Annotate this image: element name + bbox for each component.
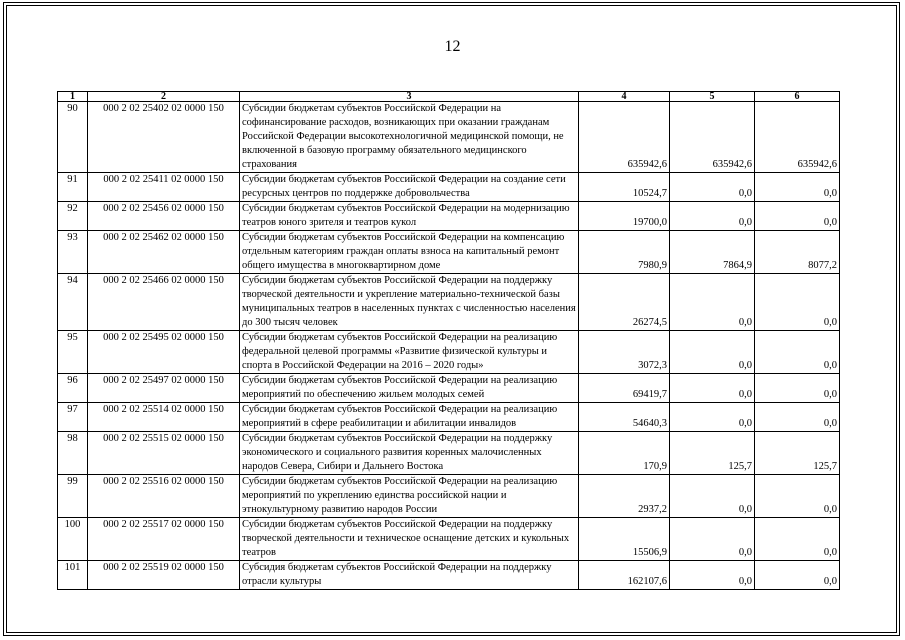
amount-col-4: 15506,9 — [579, 518, 670, 561]
budget-code: 000 2 02 25517 02 0000 150 — [88, 518, 240, 561]
table-row — [58, 331, 840, 374]
row-number: 96 — [58, 374, 88, 403]
budget-code: 000 2 02 25402 02 0000 150 — [88, 102, 240, 173]
table-row — [58, 173, 840, 202]
amount-col-4: 10524,7 — [579, 173, 670, 202]
amount-col-6: 0,0 — [755, 331, 840, 374]
row-number: 91 — [58, 173, 88, 202]
row-number: 98 — [58, 432, 88, 475]
amount-col-6: 635942,6 — [755, 102, 840, 173]
amount-col-4: 19700,0 — [579, 202, 670, 231]
amount-col-5: 0,0 — [670, 475, 755, 518]
amount-col-5: 125,7 — [670, 432, 755, 475]
amount-col-5: 0,0 — [670, 403, 755, 432]
amount-col-6: 8077,2 — [755, 231, 840, 274]
table-body — [58, 102, 840, 590]
row-number: 101 — [58, 561, 88, 590]
table-row — [58, 102, 840, 173]
table-row — [58, 561, 840, 590]
amount-col-6: 125,7 — [755, 432, 840, 475]
column-header: 3 — [240, 92, 579, 102]
budget-code: 000 2 02 25495 02 0000 150 — [88, 331, 240, 374]
budget-code: 000 2 02 25466 02 0000 150 — [88, 274, 240, 331]
amount-col-5: 0,0 — [670, 202, 755, 231]
budget-code: 000 2 02 25516 02 0000 150 — [88, 475, 240, 518]
table-row — [58, 274, 840, 331]
table-row — [58, 374, 840, 403]
column-header: 4 — [579, 92, 670, 102]
amount-col-4: 170,9 — [579, 432, 670, 475]
amount-col-4: 69419,7 — [579, 374, 670, 403]
column-header: 5 — [670, 92, 755, 102]
amount-col-4: 54640,3 — [579, 403, 670, 432]
amount-col-5: 0,0 — [670, 518, 755, 561]
item-name: Субсидии бюджетам субъектов Российской Федерации на поддержку творческой деятельности и укрепление материально-технической базы муниципальных театров в населенных пунктах с численностью населения до 300 тысяч человек — [240, 274, 579, 331]
table-row — [58, 432, 840, 475]
amount-col-4: 7980,9 — [579, 231, 670, 274]
item-name: Субсидии бюджетам субъектов Российской Федерации на реализацию мероприятий по укреплению единства российской нации и этнокультурному развитию народов России — [240, 475, 579, 518]
row-number: 95 — [58, 331, 88, 374]
item-name: Субсидии бюджетам субъектов Российской Федерации на создание сети ресурсных центров по поддержке добровольчества — [240, 173, 579, 202]
budget-code: 000 2 02 25497 02 0000 150 — [88, 374, 240, 403]
amount-col-4: 2937,2 — [579, 475, 670, 518]
row-number: 93 — [58, 231, 88, 274]
amount-col-5: 0,0 — [670, 274, 755, 331]
amount-col-5: 0,0 — [670, 173, 755, 202]
row-number: 92 — [58, 202, 88, 231]
amount-col-5: 0,0 — [670, 561, 755, 590]
item-name: Субсидии бюджетам субъектов Российской Федерации на реализацию федеральной целевой программы «Развитие физической культуры и спорта в Российской Федерации на 2016 – 2020 годы» — [240, 331, 579, 374]
amount-col-6: 0,0 — [755, 561, 840, 590]
amount-col-5: 0,0 — [670, 331, 755, 374]
amount-col-5: 7864,9 — [670, 231, 755, 274]
item-name: Субсидии бюджетам субъектов Российской Федерации на поддержку экономического и социального развития коренных малочисленных народов Севера, Сибири и Дальнего Востока — [240, 432, 579, 475]
item-name: Субсидия бюджетам субъектов Российской Федерации на поддержку отрасли культуры — [240, 561, 579, 590]
table-row — [58, 475, 840, 518]
column-header: 6 — [755, 92, 840, 102]
budget-code: 000 2 02 25462 02 0000 150 — [88, 231, 240, 274]
amount-col-4: 3072,3 — [579, 331, 670, 374]
amount-col-6: 0,0 — [755, 374, 840, 403]
amount-col-6: 0,0 — [755, 403, 840, 432]
table-row — [58, 403, 840, 432]
amount-col-5: 0,0 — [670, 374, 755, 403]
budget-code: 000 2 02 25411 02 0000 150 — [88, 173, 240, 202]
item-name: Субсидии бюджетам субъектов Российской Федерации на поддержку творческой деятельности и техническое оснащение детских и кукольных театров — [240, 518, 579, 561]
amount-col-6: 0,0 — [755, 518, 840, 561]
row-number: 99 — [58, 475, 88, 518]
column-header: 2 — [88, 92, 240, 102]
row-number: 97 — [58, 403, 88, 432]
budget-code: 000 2 02 25456 02 0000 150 — [88, 202, 240, 231]
table-row — [58, 518, 840, 561]
item-name: Субсидии бюджетам субъектов Российской Федерации на модернизацию театров юного зрителя и театров кукол — [240, 202, 579, 231]
row-number: 90 — [58, 102, 88, 173]
amount-col-4: 162107,6 — [579, 561, 670, 590]
amount-col-4: 635942,6 — [579, 102, 670, 173]
header-row — [58, 92, 840, 102]
budget-code: 000 2 02 25515 02 0000 150 — [88, 432, 240, 475]
item-name: Субсидии бюджетам субъектов Российской Федерации на компенсацию отдельным категориям граждан оплаты взноса на капитальный ремонт общего имущества в многоквартирном доме — [240, 231, 579, 274]
budget-code: 000 2 02 25519 02 0000 150 — [88, 561, 240, 590]
table-row — [58, 231, 840, 274]
amount-col-6: 0,0 — [755, 475, 840, 518]
amount-col-4: 26274,5 — [579, 274, 670, 331]
amount-col-5: 635942,6 — [670, 102, 755, 173]
page-number: 12 — [444, 38, 461, 55]
item-name: Субсидии бюджетам субъектов Российской Федерации на софинансирование расходов, возникающих при оказании гражданам Российской Федерации высокотехнологичной медицинской помощи, не включенной в базовую программу обязательного медицинского страхования — [240, 102, 579, 173]
row-number: 100 — [58, 518, 88, 561]
item-name: Субсидии бюджетам субъектов Российской Федерации на реализацию мероприятий в сфере реабилитации и абилитации инвалидов — [240, 403, 579, 432]
budget-code: 000 2 02 25514 02 0000 150 — [88, 403, 240, 432]
row-number: 94 — [58, 274, 88, 331]
column-header: 1 — [58, 92, 88, 102]
amount-col-6: 0,0 — [755, 173, 840, 202]
table-row — [58, 202, 840, 231]
amount-col-6: 0,0 — [755, 274, 840, 331]
item-name: Субсидии бюджетам субъектов Российской Федерации на реализацию мероприятий по обеспечению жильем молодых семей — [240, 374, 579, 403]
budget-table — [57, 91, 840, 590]
amount-col-6: 0,0 — [755, 202, 840, 231]
